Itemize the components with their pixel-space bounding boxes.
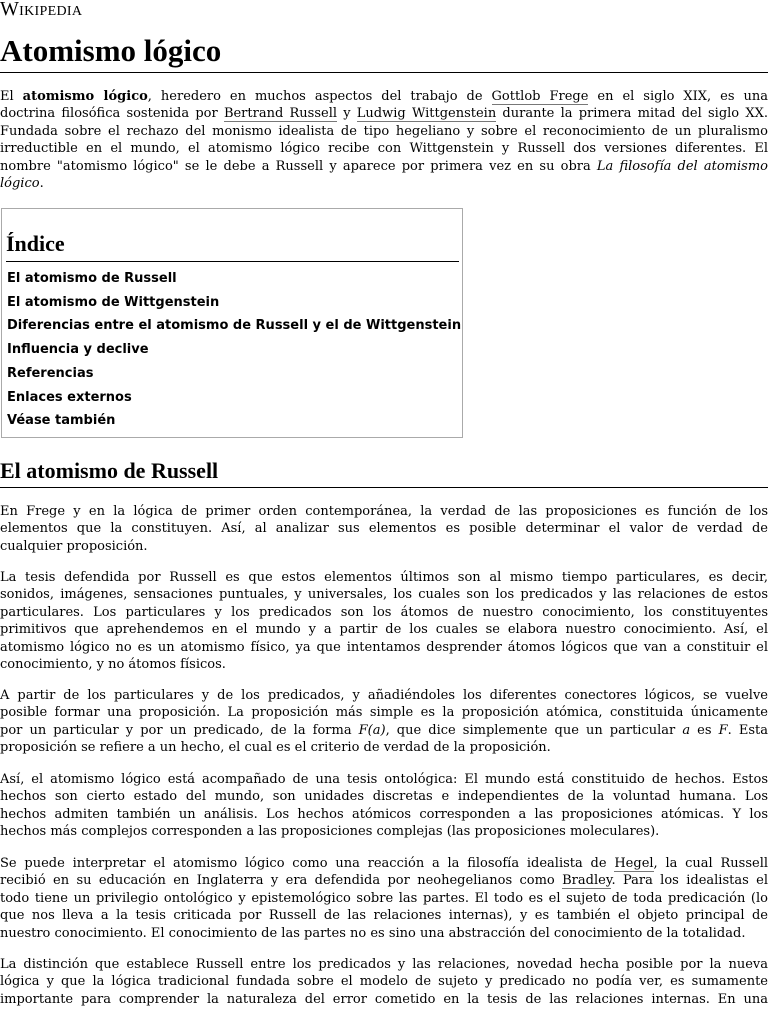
link-ludwig-wittgenstein[interactable]: Ludwig Wittgenstein [356, 106, 497, 122]
toc-item-influencia[interactable]: Influencia y declive [7, 342, 149, 358]
toc-divider [6, 261, 459, 262]
text: por un particular y por un predicado, de la forma [0, 722, 359, 738]
toc-list [7, 267, 461, 433]
text: recibió en su educación en Inglaterra y era defendida por neohegelianos como [0, 873, 563, 889]
text: durante la primera mitad del siglo XX. [496, 106, 768, 122]
toc-item-referencias[interactable]: Referencias [7, 365, 94, 381]
intro-line [0, 158, 768, 175]
paragraph [0, 687, 768, 757]
paragraph [0, 956, 768, 1008]
toc-item-wittgenstein[interactable]: El atomismo de Wittgenstein [7, 294, 220, 310]
paragraph-line: elementos que la constituyen. Así, al analizar sus elementos es posible determinar el valor de verdad de [0, 521, 768, 537]
intro-paragraph [0, 88, 768, 192]
section-divider [0, 487, 768, 488]
paragraph-line: Así, el atomismo lógico está acompañado de una tesis ontológica: El mundo está constituido de hechos. Estos [0, 772, 768, 787]
paragraph-line: La tesis defendida por Russell es que estos elementos últimos son al mismo tiempo particulares, es decir, [0, 570, 768, 585]
paragraph-line: primitivos que aprehendemos en el mundo y a partir de los cuales se elabora nuestro conocimiento. Así, el [0, 622, 768, 638]
paragraph-line [0, 855, 768, 872]
toc-item-russell[interactable]: El atomismo de Russell [7, 271, 177, 286]
text: . Esta [727, 722, 768, 738]
intro-line [0, 175, 768, 192]
work-title: La filosofía del atomismo [596, 158, 768, 174]
toc-item-vease[interactable]: Véase también [7, 413, 116, 429]
paragraph-line [0, 722, 768, 739]
link-gottlob-frege[interactable]: Gottlob Frege [491, 89, 589, 104]
text: El [0, 89, 23, 104]
paragraph-line: En Frege y en la lógica de primer orden contemporánea, la verdad de las proposiciones es función de los [0, 504, 768, 519]
paragraph [0, 771, 768, 841]
toc-title: Índice [6, 231, 65, 256]
paragraph-line [0, 872, 768, 889]
paragraph-line: que nos lleva a la tesis criticada por Russell de las relaciones internas), y es también el objeto principal de [0, 908, 768, 924]
text: . Para los idealistas el [611, 873, 768, 889]
formula: F(a) [358, 722, 386, 738]
text: nombre "atomismo lógico" se le debe a Russell y aparece por primera vez en su obra [0, 158, 597, 174]
paragraph-line: particulares. Los particulares y los predicados son los átomos de nuestro conocimiento, los constituyentes [0, 604, 768, 620]
paragraph-line: La distinción que establece Russell entre los predicados y las relaciones, novedad hecha posible por la nueva [0, 957, 768, 972]
paragraph-line: conocimiento, y no átomos físicos. [0, 657, 226, 673]
paragraph-line: nuestro conocimiento. El conocimiento de las partes no es sino una abstracción del conocimiento de la totalidad. [0, 925, 746, 941]
paragraph-line: todo tiene un privilegio ontológico y epistemológico sobre las partes. El todo es el sujeto de toda predicación (lo [0, 890, 768, 906]
paragraph-line: proposición se refiere a un hecho, el cual es el criterio de verdad de la proposición. [0, 740, 551, 756]
paragraph-line: A partir de los particulares y de los predicados, y añadiéndoles los diferentes conectores lógicos, se vuelve [0, 688, 768, 703]
intro-line [0, 88, 768, 105]
bold-term: atomismo lógico [22, 89, 148, 104]
table-of-contents [1, 208, 463, 438]
work-title: lógico [0, 176, 40, 192]
link-hegel[interactable]: Hegel [614, 856, 654, 871]
paragraph-line: hechos son cierto estado del mundo, son unidades discretas e independientes de la voluntad humana. Los [0, 789, 768, 805]
link-bradley[interactable]: Bradley [562, 873, 612, 889]
paragraph [0, 503, 768, 555]
page-title: Atomismo lógico [0, 33, 222, 68]
text: es [690, 722, 719, 738]
section-heading-russell: El atomismo de Russell [0, 458, 219, 483]
intro-line: irreductible en el mundo, el atomismo lógico recibe con Wittgenstein y Russell dos versiones diferentes. El [0, 141, 768, 157]
paragraph [0, 855, 768, 942]
text: , que dice simplemente que un particular [385, 722, 683, 738]
paragraph [0, 569, 768, 673]
text: Se puede interpretar el atomismo lógico como una reacción a la filosofía idealista de [0, 856, 615, 871]
toc-item-diferencias[interactable]: Diferencias entre el atomismo de Russell y el de Wittgenstein [7, 318, 462, 334]
title-divider [0, 72, 768, 73]
paragraph-line: sonidos, imágenes, sensaciones puntuales, y universales, los cuales son los predicados y las relaciones de estos [0, 587, 768, 603]
text: , la cual Russell [653, 856, 768, 871]
text: . [39, 176, 44, 192]
paragraph-line: hechos admiten también un análisis. Los hechos atómicos corresponden a las proposiciones atómicas. Y los [0, 806, 768, 822]
paragraph-line: importante para comprender la naturaleza del error cometido en la tesis de las relaciones internas. En una [0, 991, 768, 1007]
variable: a [682, 722, 691, 738]
paragraph-line: lógica y que la lógica tradicional fundada sobre el modelo de sujeto y predicado no podía ver, es sumamente [0, 974, 768, 990]
intro-line: Fundada sobre el rechazo del monismo idealista de tipo hegeliano y sobre el reconocimiento de un pluralismo [0, 123, 768, 139]
text: doctrina filosófica sostenida por [0, 106, 224, 122]
paragraph-line: posible formar una proposición. La proposición más simple es la proposición atómica, constituida únicamente [0, 705, 768, 721]
link-bertrand-russell[interactable]: Bertrand Russell [223, 106, 338, 122]
wikipedia-logo[interactable]: Wikipedia [0, 0, 83, 20]
text: en el siglo XIX, es una [588, 89, 768, 104]
paragraph-line: cualquier proposición. [0, 538, 148, 554]
paragraph-line: hechos más complejos corresponden a las proposiciones complejas (las proposiciones moleculares). [0, 824, 660, 840]
toc-item-enlaces[interactable]: Enlaces externos [7, 389, 132, 405]
intro-line [0, 105, 768, 122]
paragraph-line: atomismo lógico no es un atomismo físico, ya que intentamos desprender átomos lógicos que van a constituir el [0, 639, 768, 655]
variable: F [718, 722, 728, 738]
text: , heredero en muchos aspectos del trabajo de [147, 89, 492, 104]
text: y [337, 106, 357, 122]
